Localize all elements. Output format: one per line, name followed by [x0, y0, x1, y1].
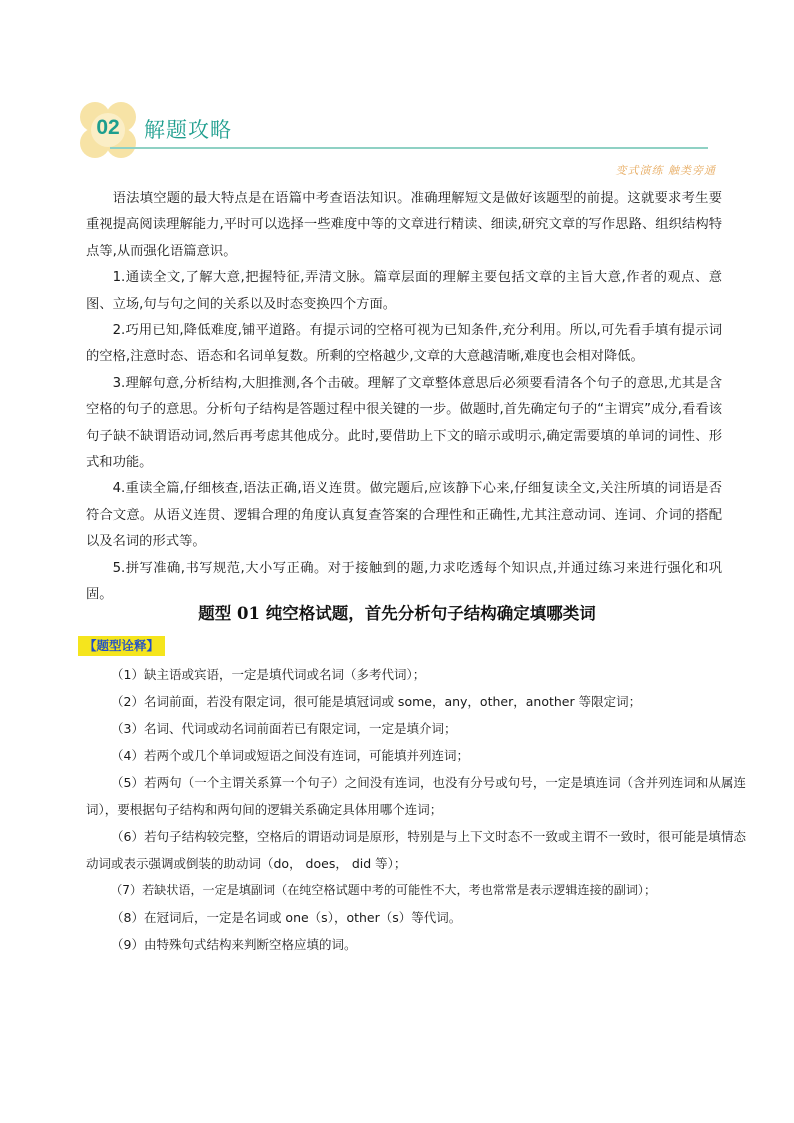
strategy-paragraph: 1.通读全文,了解大意,把握特征,弄清文脉。篇章层面的理解主要包括文章的主旨大意,作者的观点、意图、立场,句与句之间的关系以及时态变换四个方面。	[86, 270, 722, 312]
strategy-paragraph: 4.重读全篇,仔细核查,语法正确,语义连贯。做完题后,应该静下心来,仔细复读全文,关注所填的词语是否符合文意。从语义连贯、逻辑合理的角度认真复查答案的合理性和正确性,尤其注意动词、连词、介词的搭配以及名词的形式等。	[86, 481, 722, 550]
rule-item: （3）名词、代词或动名词前面若已有限定词，一定是填介词；	[111, 721, 457, 736]
rule-item: （9）由特殊句式结构来判断空格应填的词。	[111, 937, 357, 952]
rule-item: （6）若句子结构较完整，空格后的谓语动词是原形，特别是与上下文时态不一致或主谓不一致时，很可能是填情态动词或表示强调或倒装的助动词（do， does， did 等）；	[86, 829, 746, 871]
strategy-paragraph: 3.理解句意,分析结构,大胆推测,各个击破。理解了文章整体意思后必须要看清各个句子的意思,尤其是含空格的句子的意思。分析句子结构是答题过程中很关键的一步。做题时,首先确定句子的“主谓宾”成分,看看该句子缺不缺谓语动词,然后再考虑其他成分。此时,要借助上下文的暗示或明示,确定需要填的单词的词性、形式和功能。	[86, 375, 722, 471]
question-type-title: 题型 01 纯空格试题，首先分析句子结构确定填哪类词	[198, 604, 596, 623]
rules-list	[86, 661, 746, 958]
strategy-paragraph: 5.拼写准确,书写规范,大小写正确。对于接触到的题,力求吃透每个知识点,并通过练习来进行强化和巩固。	[86, 560, 722, 603]
rule-item: （5）若两句（一个主谓关系算一个句子）之间没有连词，也没有分号或句号，一定是填连词（含并列连词和从属连词），要根据句子结构和两句间的逻辑关系确定具体用哪个连词；	[86, 775, 746, 817]
section-divider	[110, 147, 708, 149]
rule-item: （4）若两个或几个单词或短语之间没有连词，可能填并列连词；	[111, 748, 469, 763]
intro-paragraph: 语法填空题的最大特点是在语篇中考查语法知识。准确理解短文是做好该题型的前提。这就要求考生要重视提高阅读理解能力,平时可以选择一些难度中等的文章进行精读、细读,研究文章的写作思路、组织结构特点等,从而强化语篇意识。	[86, 191, 722, 259]
strategy-text	[86, 186, 722, 609]
rule-item: （8）在冠词后，一定是名词或 one（s），other（s）等代词。	[111, 910, 462, 925]
section-number: 02	[96, 116, 120, 139]
strategy-paragraph: 2.巧用已知,降低难度,铺平道路。有提示词的空格可视为已知条件,充分利用。所以,可先看手填有提示词的空格,注意时态、语态和名词单复数。所剩的空格越少,文章的大意越清晰,难度也会相对降低。	[86, 323, 722, 365]
section-slogan: 变式演练 触类旁通	[615, 164, 716, 177]
rule-item: （7）若缺状语，一定是填副词（在纯空格试题中考的可能性不大，考也常常是表示逻辑连接的副词）；	[110, 883, 657, 897]
rule-item: （1）缺主语或宾语，一定是填代词或名词（多考代词）；	[111, 667, 426, 682]
section-title: 解题攻略	[144, 118, 232, 142]
type-explanation-tag: 【题型诠释】	[78, 636, 165, 656]
rule-item: （2）名词前面，若没有限定词，很可能是填冠词或 some，any，other，another 等限定词；	[111, 694, 642, 709]
